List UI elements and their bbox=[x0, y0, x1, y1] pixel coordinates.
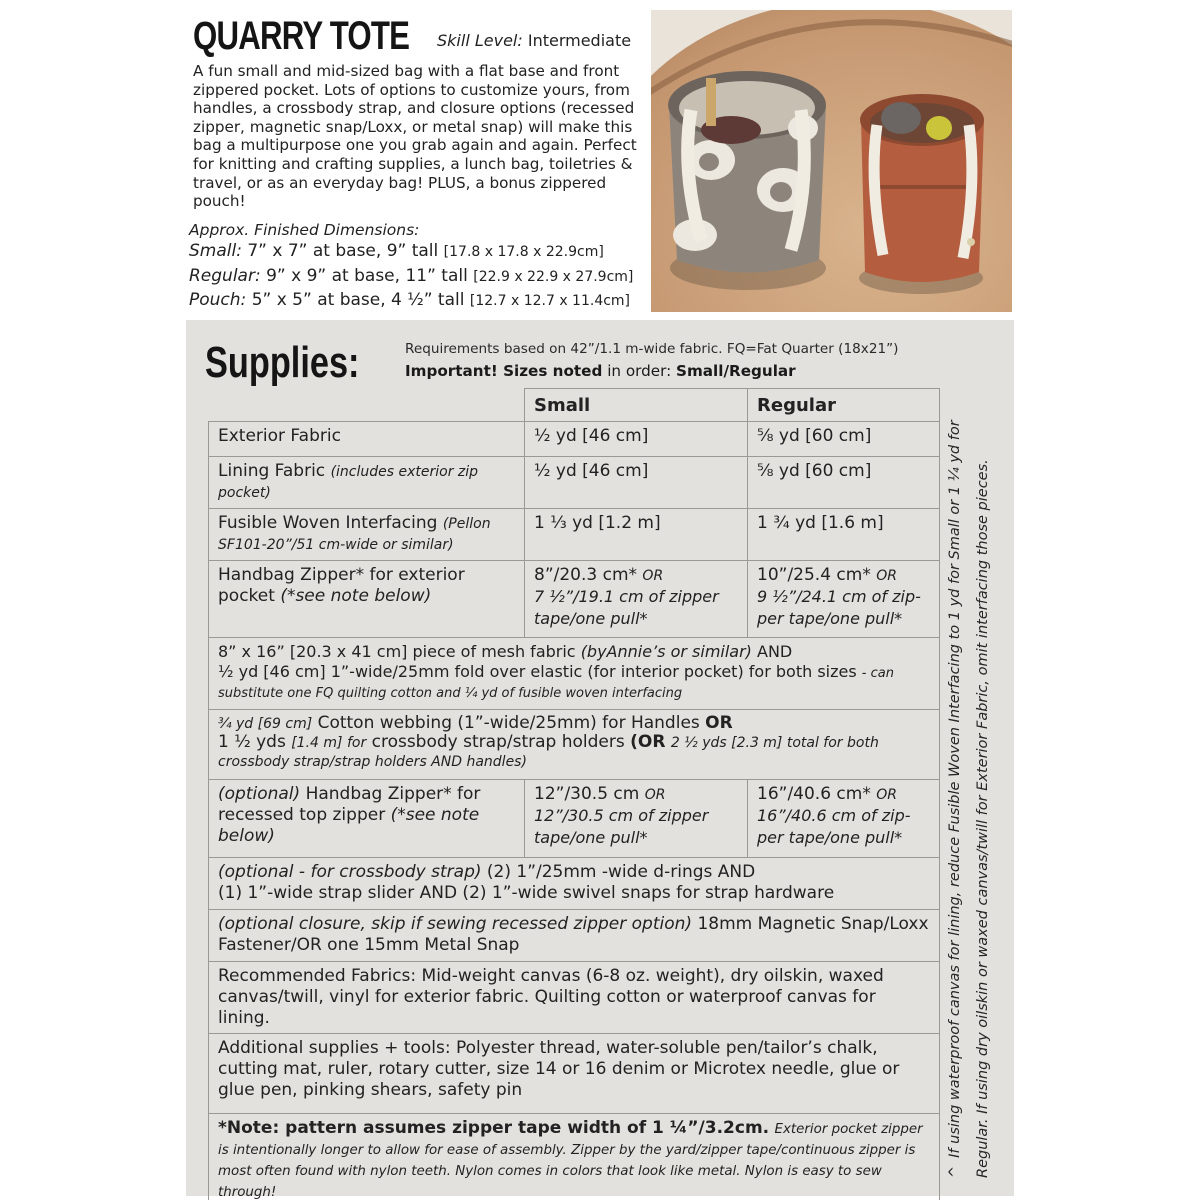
dimension-metric: [17.8 x 17.8 x 22.9cm] bbox=[443, 244, 604, 260]
row-label-note: (*see note below) bbox=[280, 586, 432, 606]
table-row-cotton-webbing bbox=[209, 710, 940, 780]
regular-value-cell bbox=[748, 561, 940, 638]
finished-dimensions bbox=[189, 220, 654, 314]
webbing-handle-text: Cotton webbing (1”-wide/25mm) for Handles bbox=[317, 713, 700, 733]
dimension-row-regular bbox=[189, 265, 654, 290]
recommended-fabrics-text: Mid-weight canvas (6-8 oz. weight), dry oilskin, waxed canvas/twill, vinyl for exterior fabric. Quilting cotton or waterproof canvas for lining. bbox=[218, 966, 884, 1028]
size-order-note bbox=[405, 362, 796, 380]
optional-label: (optional) bbox=[218, 784, 301, 804]
supplies-heading: Supplies: bbox=[205, 338, 360, 387]
row-label: Handbag Zipper* for recessed top zipper bbox=[218, 784, 481, 825]
elastic-text: ½ yd [46 cm] 1”-wide/25mm fold over elastic (for interior pocket) for both sizes bbox=[218, 662, 857, 681]
table-row-recommended-fabrics bbox=[209, 962, 940, 1034]
table-header-row bbox=[209, 389, 940, 422]
row-label: Handbag Zipper* for exterior pocket bbox=[218, 565, 465, 606]
table-row-zipper-note bbox=[209, 1114, 940, 1200]
crossbody-hardware-cell bbox=[209, 858, 940, 910]
small-value-cell bbox=[525, 780, 748, 858]
dimension-row-small bbox=[189, 240, 654, 265]
important-label: Important! Sizes noted bbox=[405, 362, 603, 380]
closure-text: 18mm Magnetic Snap/Loxx Fastener/OR one 15mm Metal Snap bbox=[218, 914, 929, 955]
webbing-or-2: (OR bbox=[630, 732, 666, 752]
row-label: Exterior Fabric bbox=[209, 422, 525, 457]
column-header-small: Small bbox=[525, 389, 748, 422]
tote-bags-illustration bbox=[651, 10, 1012, 312]
mesh-and: AND bbox=[757, 642, 793, 661]
row-label: Fusible Woven Interfacing bbox=[218, 513, 438, 533]
fabric-requirements-note: Requirements based on 42”/1.1 m-wide fabric. FQ=Fat Quarter (18x21”) bbox=[405, 341, 899, 357]
mesh-fabric-cell bbox=[209, 638, 940, 710]
elastic-note: - can substitute one FQ quilting cotton and ¼ yd of fusible woven interfacing bbox=[218, 666, 894, 701]
small-value: ½ yd [46 cm] bbox=[525, 457, 748, 509]
dimension-imperial: 7” x 7” at base, 9” tall bbox=[247, 241, 439, 261]
webbing-handle-qty: ¾ yd [69 cm] bbox=[218, 716, 313, 732]
regular-value: 1 ¾ yd [1.6 m] bbox=[748, 509, 940, 561]
table-row-fusible-interfacing bbox=[209, 509, 940, 561]
dimension-size: Regular: bbox=[189, 265, 261, 286]
skill-level-label: Skill Level: bbox=[437, 31, 523, 50]
or-label: OR bbox=[876, 787, 897, 803]
row-label-cell bbox=[209, 509, 525, 561]
important-mid: in order: bbox=[607, 362, 672, 380]
dimension-imperial: 5” x 5” at base, 4 ½” tall bbox=[251, 290, 465, 310]
additional-supplies-cell bbox=[209, 1034, 940, 1114]
regular-alt-value: 9 ½”/24.1 cm of zip-per tape/one pull* bbox=[757, 587, 921, 628]
small-alt-value: 12”/30.5 cm of zipper tape/one pull* bbox=[534, 806, 709, 847]
table-row-lining-fabric bbox=[209, 457, 940, 509]
webbing-total-note: 2 ½ yds [2.3 m] total for both crossbody strap/strap holders AND handles) bbox=[218, 735, 879, 770]
optional-label: (optional closure, skip if sewing recessed zipper option) bbox=[218, 914, 693, 934]
webbing-strap-qty: 1 ½ yds bbox=[218, 732, 286, 752]
side-note-text: If using waterproof canvas for lining, reduce Fusible Woven Interfacing to 1 yd for Small or 1 ¼ yd for Regular. If using dry oilskin or waxed canvas/twill for Exterior Fabric, omit interfacing those pieces. bbox=[947, 420, 991, 1178]
small-value: 1 ⅓ yd [1.2 m] bbox=[525, 509, 748, 561]
skill-level-value: Intermediate bbox=[527, 31, 632, 50]
mesh-note: (byAnnie’s or similar) bbox=[580, 642, 752, 661]
row-label: Lining Fabric bbox=[218, 461, 326, 481]
cotton-webbing-cell bbox=[209, 710, 940, 780]
small-value: 8”/20.3 cm* bbox=[534, 565, 638, 585]
small-value: ½ yd [46 cm] bbox=[525, 422, 748, 457]
row-label-note: (Pellon SF101-20”/51 cm-wide or similar) bbox=[218, 516, 491, 553]
or-label: OR bbox=[876, 568, 897, 584]
mesh-text: 8” x 16” [20.3 x 41 cm] piece of mesh fabric bbox=[218, 642, 576, 661]
regular-alt-value: 16”/40.6 cm of zip-per tape/one pull* bbox=[757, 806, 911, 847]
regular-value: 16”/40.6 cm* bbox=[757, 784, 871, 804]
table-row-crossbody-hardware bbox=[209, 858, 940, 910]
zipper-note-text: Exterior pocket zipper is intentionally longer to allow for ease of assembly. Zipper by the yard/zipper tape/continuous zipper is most often found with nylon teeth. Nylon comes in colors that look like metal. Nylon is easy to sew through! bbox=[218, 1122, 923, 1200]
crossbody-line-2: (1) 1”-wide strap slider AND (2) 1”-wide swivel snaps for strap hardware bbox=[218, 883, 835, 903]
regular-value-cell bbox=[748, 780, 940, 858]
size-order: Small/Regular bbox=[676, 362, 796, 380]
table-row-additional-supplies bbox=[209, 1034, 940, 1114]
pattern-title: QUARRY TOTE bbox=[193, 14, 410, 58]
row-label-note: (includes exterior zip pocket) bbox=[218, 464, 479, 501]
interfacing-side-note bbox=[941, 388, 997, 1178]
additional-supplies-label: Additional supplies + tools: bbox=[218, 1038, 451, 1058]
skill-level bbox=[437, 31, 631, 50]
regular-value: ⅝ yd [60 cm] bbox=[748, 422, 940, 457]
table-row-exterior-fabric bbox=[209, 422, 940, 457]
webbing-strap-metric: [1.4 m] for bbox=[291, 735, 367, 751]
small-value-cell bbox=[525, 561, 748, 638]
table-row-mesh-fabric bbox=[209, 638, 940, 710]
dimension-row-pouch bbox=[189, 289, 654, 314]
column-header-regular: Regular bbox=[748, 389, 940, 422]
dimension-size: Pouch: bbox=[189, 290, 247, 310]
recommended-fabrics-cell bbox=[209, 962, 940, 1034]
dimension-metric: [12.7 x 12.7 x 11.4cm] bbox=[469, 293, 631, 309]
table-row-recessed-zipper bbox=[209, 780, 940, 858]
tote-bags-photo bbox=[651, 10, 1012, 312]
small-alt-value: 7 ½”/19.1 cm of zipper tape/one pull* bbox=[534, 587, 719, 628]
zipper-note-cell bbox=[209, 1114, 940, 1200]
row-label-cell bbox=[209, 561, 525, 638]
regular-value: ⅝ yd [60 cm] bbox=[748, 457, 940, 509]
crossbody-line-1: (2) 1”/25mm -wide d-rings AND bbox=[486, 862, 756, 882]
webbing-strap-text: crossbody strap/strap holders bbox=[371, 732, 625, 752]
dimension-imperial: 9” x 9” at base, 11” tall bbox=[266, 265, 468, 286]
caret-up-icon: ^ bbox=[947, 1165, 963, 1178]
header-empty-cell bbox=[209, 389, 525, 422]
recommended-fabrics-label: Recommended Fabrics: bbox=[218, 966, 417, 986]
small-value: 12”/30.5 cm bbox=[534, 784, 640, 804]
table-row-handbag-zipper bbox=[209, 561, 940, 638]
or-label: OR bbox=[644, 787, 666, 803]
row-label-note: (*see note below) bbox=[218, 805, 480, 846]
dimension-size: Small: bbox=[189, 241, 242, 261]
regular-value: 10”/25.4 cm* bbox=[757, 565, 871, 585]
pattern-description: A fun small and mid-sized bag with a flat base and front zippered pocket. Lots of options to customize yours, from handles, a crossbody strap, and closure options (recessed zipper, magnetic snap/Loxx, or metal snap) will make this bag a multipurpose one you grab again and again. Perfect for knitting and crafting supplies, a lunch bag, toiletries & travel, or as an everyday bag! PLUS, a bonus zippered pouch! bbox=[193, 62, 637, 211]
webbing-or: OR bbox=[705, 713, 733, 733]
table-row-closure bbox=[209, 910, 940, 962]
supplies-table bbox=[208, 388, 940, 1200]
dimension-metric: [22.9 x 22.9 x 27.9cm] bbox=[473, 268, 634, 285]
additional-supplies-text: Polyester thread, water-soluble pen/tailor’s chalk, cutting mat, ruler, rotary cutter, size 14 or 16 denim or Microtex needle, glue or glue pen, pinking shears, safety pin bbox=[218, 1038, 900, 1100]
closure-cell bbox=[209, 910, 940, 962]
dimensions-heading: Approx. Finished Dimensions: bbox=[189, 221, 420, 239]
row-label-cell bbox=[209, 780, 525, 858]
or-label: OR bbox=[642, 568, 664, 584]
row-label-cell bbox=[209, 457, 525, 509]
zipper-note-bold: *Note: pattern assumes zipper tape width of 1 ¼”/3.2cm. bbox=[218, 1118, 770, 1138]
optional-label: (optional - for crossbody strap) bbox=[218, 862, 482, 882]
